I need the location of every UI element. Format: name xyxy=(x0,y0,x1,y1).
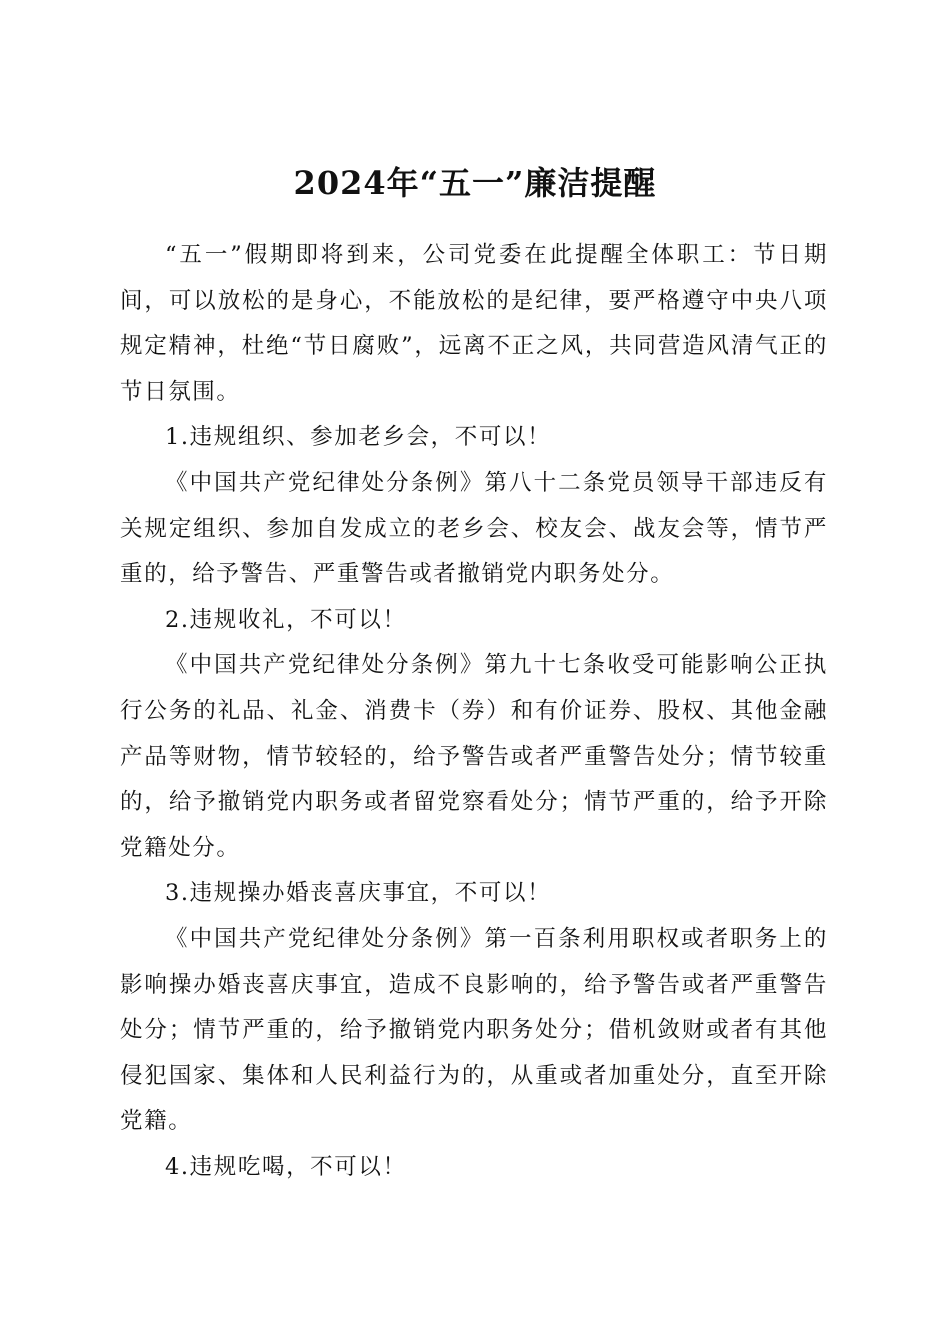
document-title: 2024年“五一”廉洁提醒 xyxy=(293,164,657,203)
clause-paragraph-1: 《中国共产党纪律处分条例》第八十二条党员领导干部违反有关规定组织、参加自发成立的老乡会、校友会、战友会等，情节严重的，给予警告、严重警告或者撤销党内职务处分。 xyxy=(120,469,828,588)
intro-paragraph: “五一”假期即将到来，公司党委在此提醒全体职工：节日期间，可以放松的是身心，不能放松的是纪律，要严格遵守中央八项规定精神，杜绝“节日腐败”，远离不正之风，共同营造风清气正的节日氛围。 xyxy=(120,242,828,405)
clause-paragraph-2: 《中国共产党纪律处分条例》第九十七条收受可能影响公正执行公务的礼品、礼金、消费卡（券）和有价证券、股权、其他金融产品等财物，情节较轻的，给予警告或者严重警告处分；情节较重的，给予撤销党内职务或者留党察看处分；情节严重的，给予开除党籍处分。 xyxy=(120,652,828,861)
section-heading-2: 2.违规收礼，不可以！ xyxy=(165,606,407,633)
document-body xyxy=(120,233,828,1190)
section-heading-1: 1.违规组织、参加老乡会，不可以！ xyxy=(165,424,552,451)
section-heading-4: 4.违规吃喝，不可以！ xyxy=(165,1153,407,1180)
section-heading-3: 3.违规操办婚丧喜庆事宜，不可以！ xyxy=(165,880,552,907)
clause-paragraph-3: 《中国共产党纪律处分条例》第一百条利用职权或者职务上的影响操办婚丧喜庆事宜，造成不良影响的，给予警告或者严重警告处分；情节严重的，给予撤销党内职务处分；借机敛财或者有其他侵犯国家、集体和人民利益行为的，从重或者加重处分，直至开除党籍。 xyxy=(120,925,828,1135)
